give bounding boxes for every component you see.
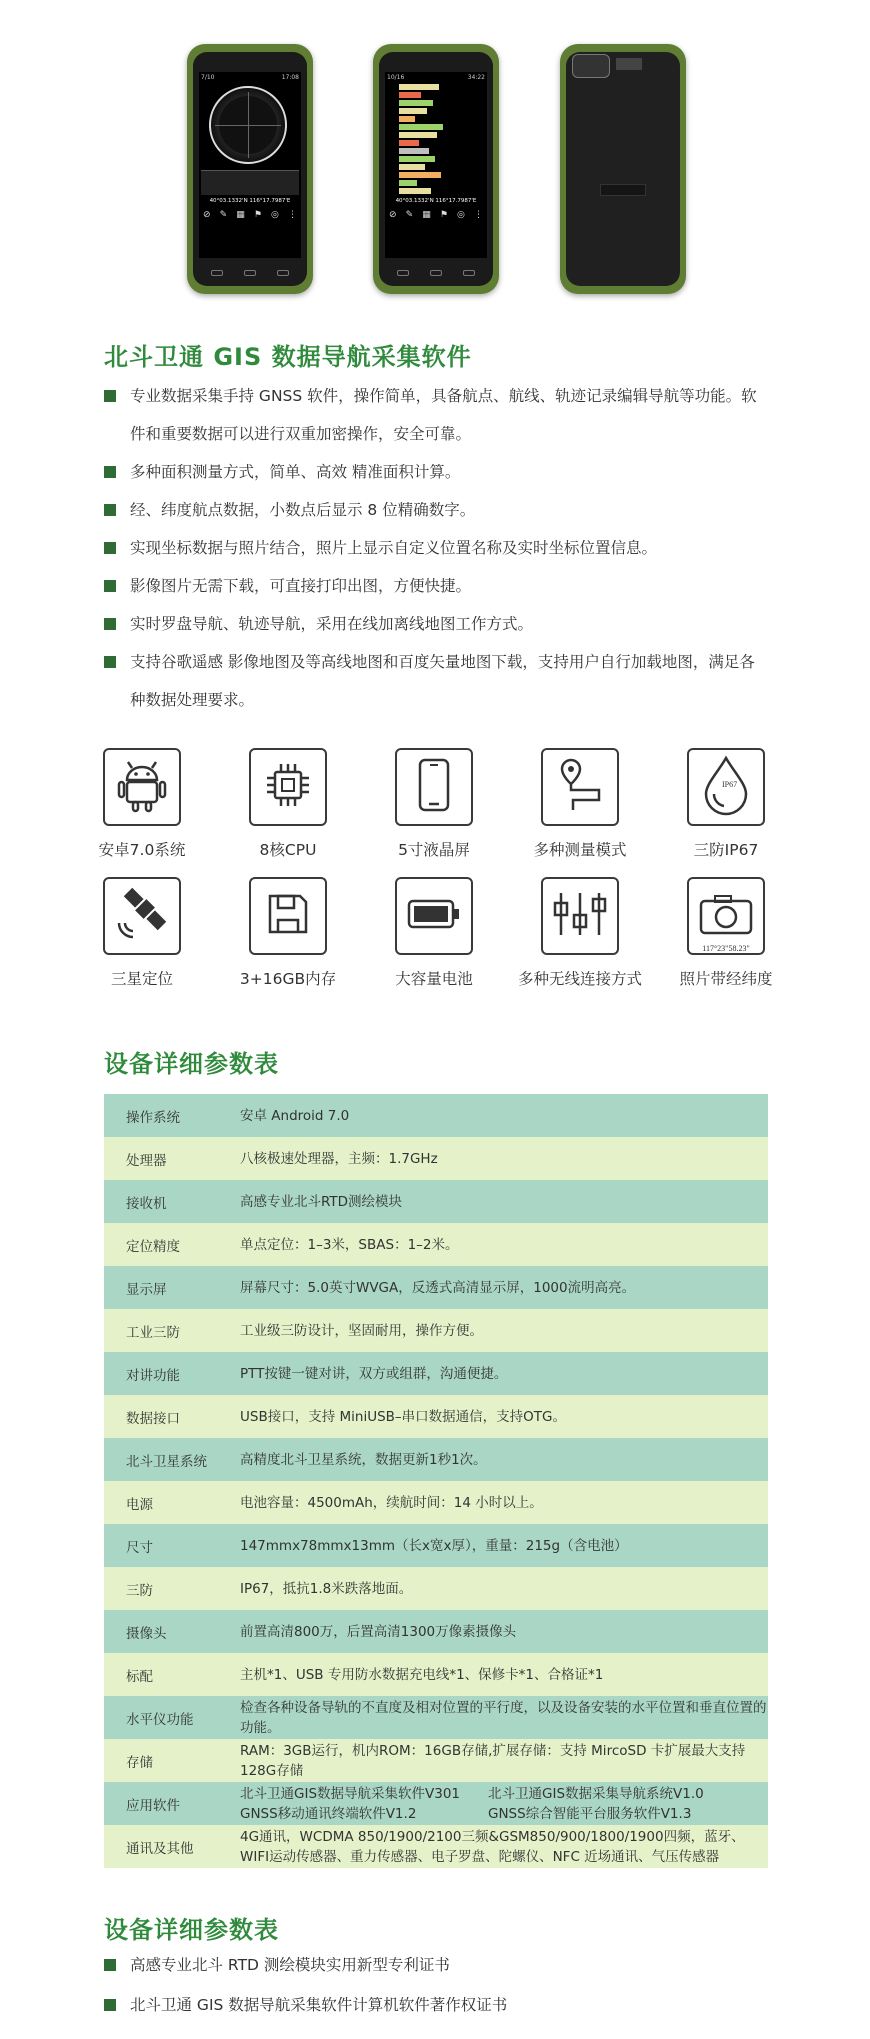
bullet-square-icon [104,390,116,402]
feature-bullet: 专业数据采集手持 GNSS 软件，操作简单，具备航点、航线、轨迹记录编辑导航等功能。软件和重要数据可以进行双重加密操作，安全可靠。 [104,377,764,453]
spec-key: 对讲功能 [126,1367,180,1384]
feature-cpu [218,748,358,860]
spec-value: 4G通讯，WCDMA 850/1900/2100三频&GSM850/900/1800/1900四频，蓝牙、WIFI运动传感器、重力传感器、电子罗盘、陀螺仪、NFC 近场通讯、气压传感器 [240,1828,745,1865]
spec-row [104,1653,768,1696]
signal-bar [399,84,439,90]
certificate-bullet: 高感专业北斗 RTD 测绘模块实用新型专利证书 [104,1946,764,1984]
spec-value: 检查各种设备导轨的不直度及相对位置的平行度，以及设备安装的水平位置和垂直位置的功能。 [240,1699,767,1736]
spec-key: 定位精度 [126,1238,180,1255]
spec-key: 尺寸 [126,1539,153,1556]
spec-value: USB接口，支持 MiniUSB–串口数据通信，支持OTG。 [240,1408,567,1425]
spec-value: 单点定位：1–3米，SBAS：1–2米。 [240,1236,459,1253]
feature-bullet: 实现坐标数据与照片结合，照片上显示自定义位置名称及实时坐标位置信息。 [104,529,764,567]
bullet-square-icon [104,542,116,554]
bullet-square-icon [104,618,116,630]
spec-key: 三防 [126,1582,153,1599]
battery-cover-slot [600,184,646,196]
spec-value: 工业级三防设计，坚固耐用，操作方便。 [240,1322,483,1339]
feature-smartphone [364,748,504,860]
spec-row [104,1610,768,1653]
spec-value: 主机*1、USB 专用防水数据充电线*1、保修卡*1、合格证*1 [240,1666,604,1683]
spec-row [104,1352,768,1395]
floppy-disk-icon [249,877,327,955]
signal-bar [399,100,433,106]
feature-label: 多种无线连接方式 [517,970,642,988]
android-icon [103,748,181,826]
compass-dial [209,86,287,164]
bullet-square-icon [104,1999,116,2011]
feature-bullet: 实时罗盘导航、轨迹导航，采用在线加离线地图工作方式。 [104,605,764,643]
signal-bar [399,148,429,154]
bullet-square-icon [104,580,116,592]
spec-row [104,1137,768,1180]
spec-row [104,1567,768,1610]
feature-bullet: 支持谷歌遥感 影像地图及等高线地图和百度矢量地图下载，支持用户自行加载地图，满足各种数据处理要求。 [104,643,764,719]
spec-value: 前置高清800万，后置高清1300万像素摄像头 [240,1623,517,1640]
spec-key: 操作系统 [126,1109,180,1126]
spec-key: 接收机 [126,1195,167,1212]
feature-bullet: 经、纬度航点数据，小数点后显示 8 位精确数字。 [104,491,764,529]
spec-value: 屏幕尺寸：5.0英寸WVGA，反透式高清显示屏，1000流明高亮。 [240,1279,636,1296]
spec-row [104,1825,768,1868]
spec-key: 工业三防 [126,1324,180,1341]
smartphone-icon [395,748,473,826]
spec-row [104,1223,768,1266]
water-drop-icon: IP67 [687,748,765,826]
signal-bar [399,188,431,194]
bullet-square-icon [104,656,116,668]
spec-row [104,1309,768,1352]
spec-value: 高感专业北斗RTD测绘模块 [240,1193,403,1210]
spec-key: 通讯及其他 [126,1840,194,1857]
spec-value: RAM：3GB运行，机内ROM：16GB存储,扩展存储：支持 MircoSD 卡扩展最大支持128G存储 [240,1742,746,1779]
rear-phone [560,44,686,294]
spec-value: 高精度北斗卫星系统，数据更新1秒1次。 [240,1451,487,1468]
bullet-square-icon [104,466,116,478]
signal-bar [399,124,443,130]
signal-bar [399,164,425,170]
feature-map-measure [510,748,650,860]
spec-value: 电池容量：4500mAh，续航时间：14 小时以上。 [240,1494,543,1511]
section-title-certificates: 设备详细参数表 [104,1916,279,1944]
feature-label: 三星定位 [110,970,173,988]
signal-bar [399,92,421,98]
feature-floppy-disk [218,877,358,989]
bullet-square-icon [104,1959,116,1971]
feature-water-drop [656,748,796,860]
spec-row [104,1696,768,1739]
section-title-specs: 设备详细参数表 [104,1050,279,1078]
feature-battery [364,877,504,989]
cpu-icon [249,748,327,826]
signal-bar [399,116,415,122]
satellite-bars-phone: 10/16 34:22 40°03.1332'N 116°17.7987'E ⊘ ✎ ▦ ⚑ ◎ ⋮ [373,44,499,294]
spec-row [104,1395,768,1438]
spec-key: 数据接口 [126,1410,180,1427]
feature-wireless-connect [510,877,650,989]
spec-row [104,1739,768,1782]
spec-key: 电源 [126,1496,153,1513]
compass-screen-phone: 7/10 17:08 40°03.1332'N 116°17.7987'E ⊘ ✎ ▦ ⚑ ◎ ⋮ [187,44,313,294]
spec-value: PTT按键一键对讲，双方或组群，沟通便捷。 [240,1365,508,1382]
feature-label: 大容量电池 [395,970,473,988]
feature-android [72,748,212,860]
rear-flash [616,58,642,70]
spec-key: 北斗卫星系统 [126,1453,207,1470]
feature-label: 照片带经纬度 [679,970,773,988]
feature-camera [656,877,796,989]
signal-bar [399,156,435,162]
feature-label: 8核CPU [259,841,317,859]
spec-key: 存储 [126,1754,153,1771]
app-toolbar-icons: ⊘ ✎ ▦ ⚑ ◎ ⋮ [203,210,297,220]
spec-value: IP67，抵抗1.8米跌落地面。 [240,1580,413,1597]
spec-row [104,1266,768,1309]
feature-label: 安卓7.0系统 [98,841,186,859]
spec-key: 显示屏 [126,1281,167,1298]
signal-bar [399,132,437,138]
spec-key: 摄像头 [126,1625,167,1642]
section-title-software: 北斗卫通 GIS 数据导航采集软件 [104,343,472,371]
wireless-connect-icon [541,877,619,955]
spec-row [104,1524,768,1567]
spec-value: 147mmx78mmx13mm（长x宽x厚），重量：215g（含电池） [240,1537,628,1554]
bullet-square-icon [104,504,116,516]
feature-satellite [72,877,212,989]
signal-bar [399,172,441,178]
signal-bar [399,180,417,186]
camera-icon: 117°23"58.23" [687,877,765,955]
map-measure-icon [541,748,619,826]
certificate-bullet: 北斗卫通 GIS 数据导航采集软件计算机软件著作权证书 [104,1986,764,2024]
spec-row [104,1481,768,1524]
feature-label: 三防IP67 [693,841,759,859]
spec-table [104,1094,768,1868]
spec-row [104,1180,768,1223]
spec-key: 标配 [126,1668,153,1685]
battery-icon [395,877,473,955]
spec-key: 处理器 [126,1152,167,1169]
spec-key: 应用软件 [126,1797,180,1814]
spec-key: 水平仪功能 [126,1711,194,1728]
spec-value: 八核极速处理器，主频：1.7GHz [240,1150,438,1167]
signal-bar [399,108,427,114]
rear-camera [572,54,610,78]
feature-label: 5寸液晶屏 [398,841,470,859]
feature-bullet: 影像图片无需下载，可直接打印出图，方便快捷。 [104,567,764,605]
spec-row [104,1094,768,1137]
app-toolbar-icons: ⊘ ✎ ▦ ⚑ ◎ ⋮ [389,210,483,220]
spec-row [104,1438,768,1481]
spec-row [104,1782,768,1825]
spec-value: 安卓 Android 7.0 [240,1107,350,1124]
feature-bullet: 多种面积测量方式，简单、高效 精准面积计算。 [104,453,764,491]
feature-label: 3+16GB内存 [239,970,337,988]
satellite-icon [103,877,181,955]
spec-value: 北斗卫通GIS数据导航采集软件V301 北斗卫通GIS数据采集导航系统V1.0 GNSS移动通讯终端软件V1.2 GNSS综合智能平台服务软件V1.3 [240,1785,704,1822]
feature-label: 多种测量模式 [533,841,627,859]
signal-bar [399,140,419,146]
